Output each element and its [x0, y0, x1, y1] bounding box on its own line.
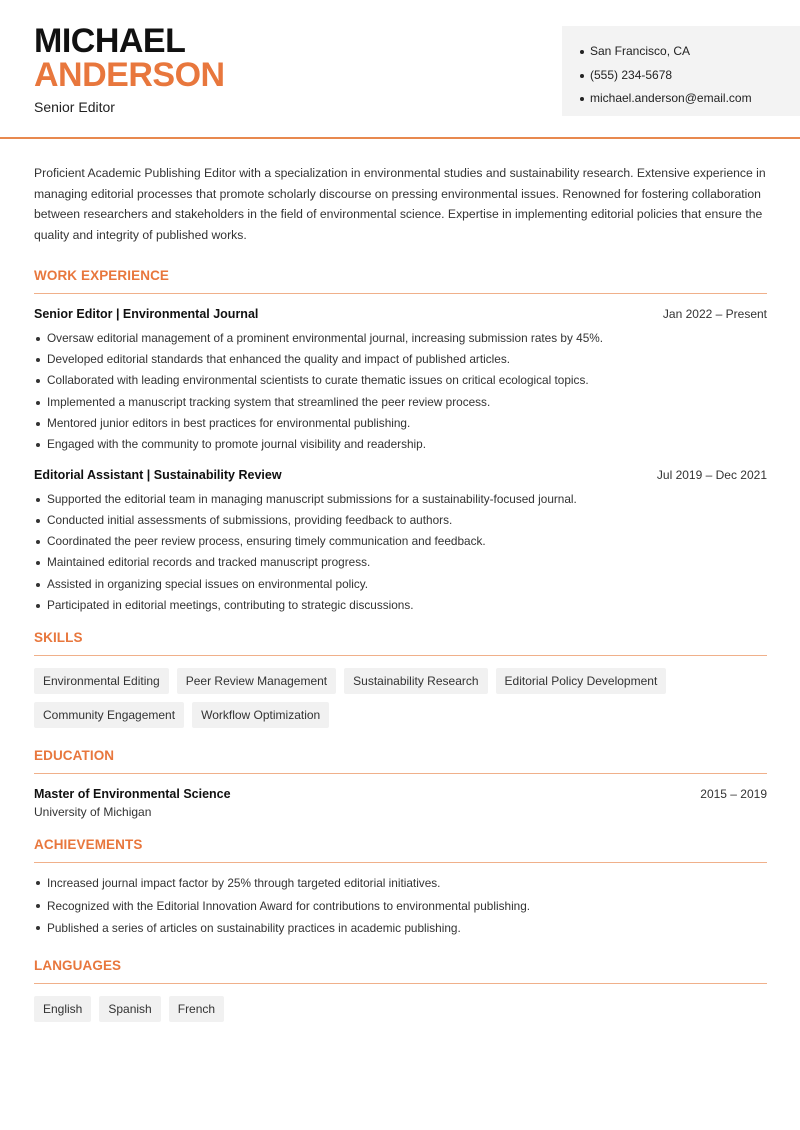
- achievements-section: [34, 837, 767, 940]
- job-entry: [34, 468, 767, 617]
- languages-section: [34, 958, 767, 1022]
- summary-paragraph: Proficient Academic Publishing Editor with a specialization in environmental studies and sustainability research. Extensive experience in managing editorial processes that promote scholarly discourse on pressing environmental issues. Renowned for fostering collaboration between researchers and stakeholders in the field of environmental science. Expertise in implementing editorial policies that ensure the quality and integrity of published works.: [34, 166, 766, 243]
- skill-chip: Peer Review Management: [177, 668, 336, 694]
- job-header: [34, 468, 767, 482]
- bullet-item: Increased journal impact factor by 25% through targeted editorial initiatives.: [34, 872, 767, 895]
- bullet-item: Supported the editorial team in managing manuscript submissions for a sustainability-focused journal.: [34, 489, 767, 510]
- bullet-item: Recognized with the Editorial Innovation Award for contributions to environmental publishing.: [34, 895, 767, 918]
- bullet-item: Participated in editorial meetings, contributing to strategic discussions.: [34, 595, 767, 616]
- bullet-item: Engaged with the community to promote journal visibility and readership.: [34, 434, 767, 455]
- resume-content: [34, 163, 767, 1022]
- bullet-item: Mentored junior editors in best practices for environmental publishing.: [34, 413, 767, 434]
- job-dates: Jul 2019 – Dec 2021: [656, 467, 767, 482]
- section-title-languages: LANGUAGES: [34, 958, 767, 984]
- skill-chip: Community Engagement: [34, 702, 184, 728]
- contact-list: [580, 40, 752, 111]
- section-title-education: EDUCATION: [34, 748, 767, 774]
- education-entry: [34, 787, 767, 819]
- job-header: [34, 307, 767, 321]
- first-name: MICHAEL: [34, 22, 186, 60]
- section-title-achievements: ACHIEVEMENTS: [34, 837, 767, 863]
- bullet-item: Conducted initial assessments of submissions, providing feedback to authors.: [34, 510, 767, 531]
- resume-header: [0, 0, 800, 139]
- job-title: Editorial Assistant | Sustainability Review: [34, 467, 282, 482]
- skill-chip: Sustainability Research: [344, 668, 487, 694]
- bullet-item: Coordinated the peer review process, ensuring timely communication and feedback.: [34, 531, 767, 552]
- bullet-item: Maintained editorial records and tracked manuscript progress.: [34, 552, 767, 573]
- language-chips: [34, 996, 734, 1022]
- education-section: [34, 748, 767, 819]
- last-name: ANDERSON: [34, 56, 225, 94]
- contact-location: San Francisco, CA: [580, 40, 752, 64]
- job-bullets: [34, 328, 767, 456]
- language-chip: Spanish: [99, 996, 160, 1022]
- candidate-name: [34, 24, 225, 92]
- skill-chip: Editorial Policy Development: [496, 668, 667, 694]
- job-title-heading: Senior Editor: [34, 99, 115, 115]
- skills-chips: [34, 668, 734, 728]
- section-title-work: WORK EXPERIENCE: [34, 268, 767, 294]
- job-entry: [34, 307, 767, 456]
- skills-section: [34, 630, 767, 728]
- contact-phone: (555) 234-5678: [580, 64, 752, 88]
- work-experience-section: [34, 268, 767, 617]
- contact-box: [562, 26, 800, 116]
- skill-chip: Workflow Optimization: [192, 702, 329, 728]
- job-dates: Jan 2022 – Present: [662, 306, 767, 321]
- job-title: Senior Editor | Environmental Journal: [34, 306, 259, 321]
- degree-title: Master of Environmental Science: [34, 787, 231, 802]
- job-bullets: [34, 489, 767, 617]
- education-dates: 2015 – 2019: [700, 787, 767, 802]
- achievement-bullets: [34, 872, 767, 940]
- bullet-item: Oversaw editorial management of a prominent environmental journal, increasing submission rates by 45%.: [34, 328, 767, 349]
- language-chip: French: [169, 996, 224, 1022]
- skill-chip: Environmental Editing: [34, 668, 169, 694]
- bullet-item: Developed editorial standards that enhanced the quality and impact of published articles.: [34, 349, 767, 370]
- education-header: [34, 787, 767, 801]
- bullet-item: Collaborated with leading environmental scientists to curate thematic issues on critical ecological topics.: [34, 370, 767, 391]
- section-title-skills: SKILLS: [34, 630, 767, 656]
- language-chip: English: [34, 996, 91, 1022]
- bullet-item: Published a series of articles on sustainability practices in academic publishing.: [34, 917, 767, 940]
- contact-email: michael.anderson@email.com: [580, 87, 752, 111]
- school-name: University of Michigan: [34, 805, 152, 820]
- bullet-item: Implemented a manuscript tracking system that streamlined the peer review process.: [34, 392, 767, 413]
- bullet-item: Assisted in organizing special issues on environmental policy.: [34, 574, 767, 595]
